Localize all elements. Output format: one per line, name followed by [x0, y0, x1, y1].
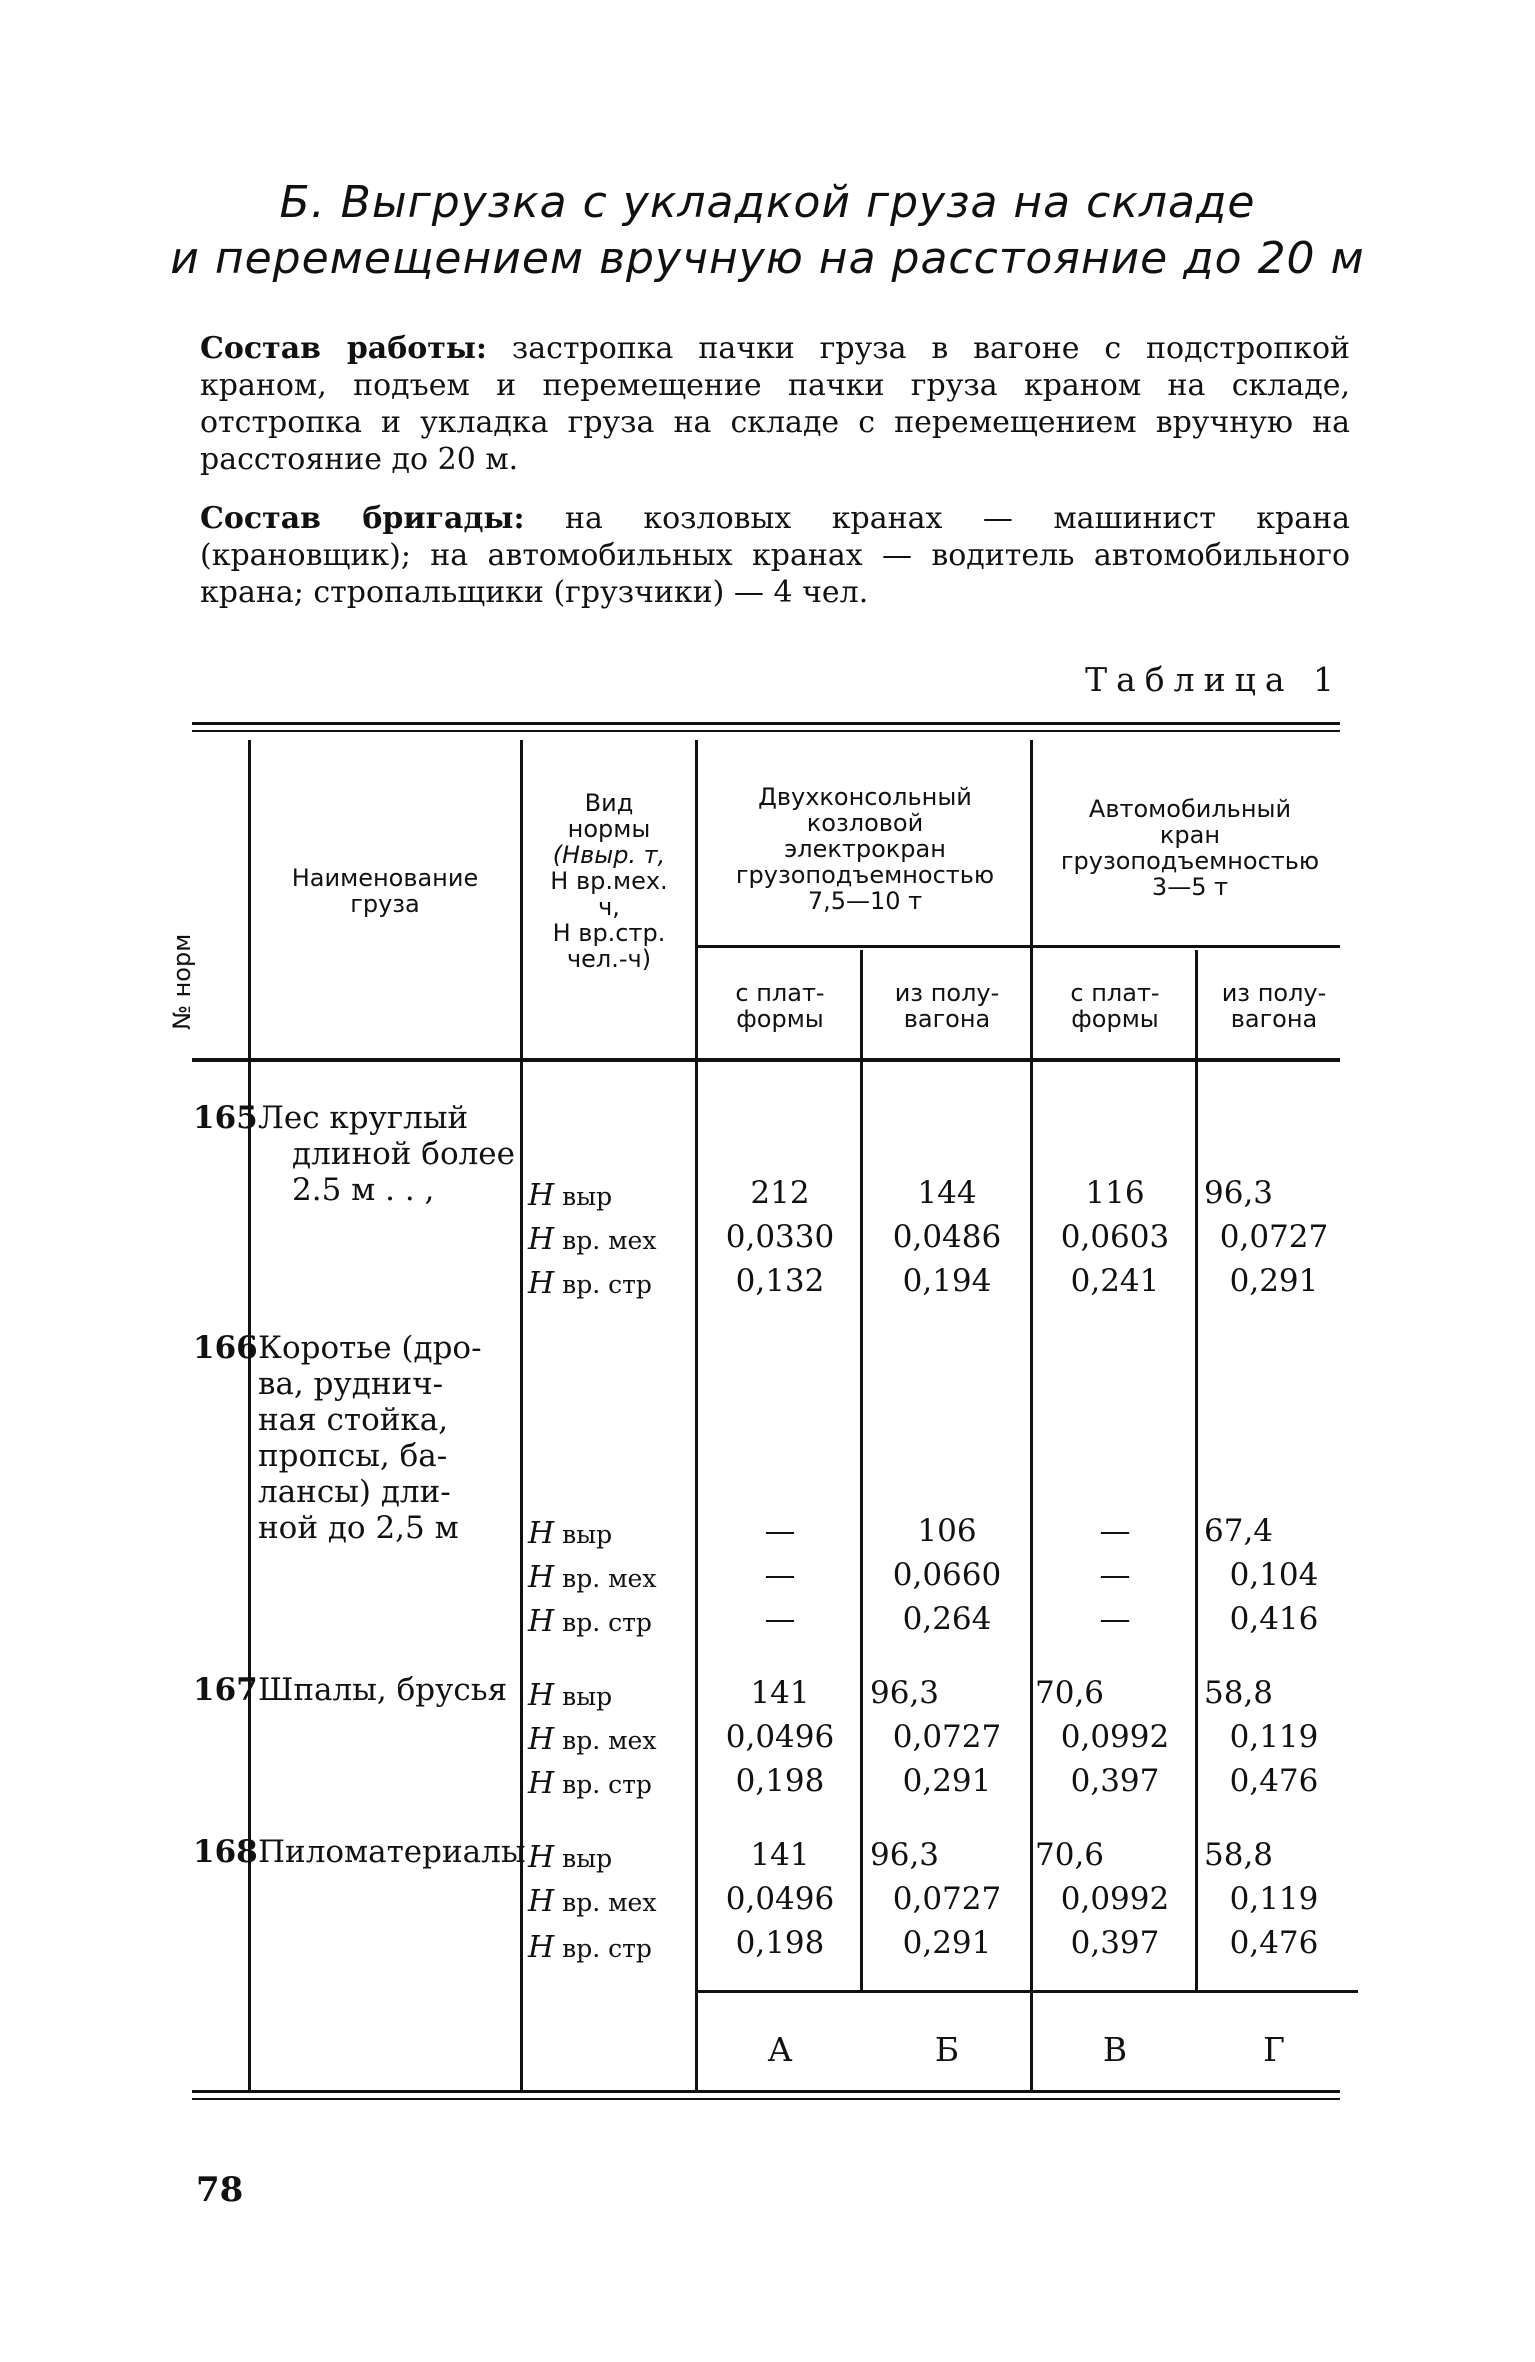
- cargo-name-header-line: груза: [350, 890, 420, 918]
- value-cell: 0,241: [1070, 1263, 1160, 1299]
- value-cell: 0,0496: [725, 1719, 835, 1755]
- value-cell: 0,0486: [892, 1219, 1002, 1255]
- gantry-crane-header-line: козловой: [806, 809, 924, 837]
- norm-kind-output: [528, 1678, 612, 1715]
- truck-crane-header-line: кран: [1159, 821, 1221, 849]
- cargo-name-line: пропсы, ба-: [258, 1438, 448, 1474]
- norm-kind-header-line: Вид: [584, 789, 634, 817]
- col-divider-4: [860, 950, 863, 1990]
- value-cell: 96,3: [1204, 1175, 1274, 1211]
- norm-kind-h: Н: [528, 1560, 555, 1595]
- value-cell: 116: [1085, 1175, 1145, 1211]
- value-cell: 0,0992: [1060, 1719, 1170, 1755]
- value-cell: —: [1099, 1513, 1131, 1549]
- value-cell: 0,416: [1229, 1601, 1319, 1637]
- crew-composition-label: Состав бригады:: [200, 501, 525, 536]
- crew-composition-text: на козловых кранах — машинист крана (крановщик); на автомобильных кранах — водитель автомобильного крана; стропальщики (грузчики) — 4 чел.: [200, 501, 1350, 610]
- norm-kind-output: [528, 1516, 612, 1553]
- cargo-name: [258, 1100, 515, 1208]
- value-cell: 0,198: [735, 1925, 825, 1961]
- value-cell: 212: [750, 1175, 810, 1211]
- page-number: 78: [196, 2170, 244, 2210]
- value-cell: 58,8: [1204, 1675, 1274, 1711]
- value-cell: 0,0727: [1219, 1219, 1329, 1255]
- value-cell: 0,0992: [1060, 1881, 1170, 1917]
- norm-kind-header-line: Н вр.мех.: [550, 867, 668, 895]
- norm-kind-label: выр: [562, 1182, 613, 1211]
- norm-kind-label: вр. стр: [562, 1608, 652, 1637]
- value-cell: 0,119: [1229, 1719, 1319, 1755]
- value-cell: 70,6: [1035, 1837, 1105, 1873]
- norm-kind-mech: [528, 1722, 656, 1759]
- truck-crane-header-line: Автомобильный: [1088, 795, 1292, 823]
- norm-kind-h: Н: [528, 1604, 555, 1639]
- value-cell: 0,291: [902, 1925, 992, 1961]
- norm-kind-mech: [528, 1884, 656, 1921]
- platform-header-line: с плат-: [735, 979, 825, 1007]
- norm-number: 166: [193, 1330, 258, 1366]
- value-cell: 70,6: [1035, 1675, 1105, 1711]
- value-cell: 0,476: [1229, 1925, 1319, 1961]
- norm-kind-h: Н: [528, 1722, 555, 1757]
- value-cell: 0,397: [1070, 1925, 1160, 1961]
- header-bottom-rule: [192, 1058, 1340, 1062]
- value-cell: 0,291: [1229, 1263, 1319, 1299]
- table-top-rule-2: [192, 730, 1340, 732]
- value-cell: 96,3: [870, 1675, 940, 1711]
- value-cell: 0,291: [902, 1763, 992, 1799]
- norm-kind-header-line: нормы: [567, 815, 651, 843]
- value-cell: —: [764, 1513, 796, 1549]
- cargo-name-line: ной до 2,5 м: [258, 1510, 459, 1546]
- value-cell: 0,119: [1229, 1881, 1319, 1917]
- section-title-line-2: и перемещением вручную на расстояние до 20 м: [170, 233, 1365, 284]
- cargo-name-line: Лес круглый: [258, 1100, 469, 1136]
- gondola-header-line: из полу-: [1221, 979, 1327, 1007]
- norm-kind-label: вр. мех: [562, 1564, 657, 1593]
- gantry-crane-header-line: 7,5—10 т: [807, 887, 923, 915]
- truck-crane-header-line: грузоподъемностью: [1060, 847, 1320, 875]
- col-divider-3: [695, 740, 698, 2090]
- value-cell: 141: [750, 1675, 810, 1711]
- platform-header-line: формы: [1071, 1005, 1159, 1033]
- col-divider-1: [248, 740, 251, 2090]
- cargo-name-header: [255, 865, 515, 917]
- norm-kind-label: вр. стр: [562, 1270, 652, 1299]
- gondola-header-line: вагона: [1230, 1005, 1318, 1033]
- gondola-header-line: вагона: [903, 1005, 991, 1033]
- norm-kind-header-line: (Нвыр. т,: [552, 841, 666, 869]
- norm-kind-header-line: Н вр.стр.: [552, 919, 666, 947]
- cargo-name-line: 2.5 м . . ,: [292, 1172, 435, 1208]
- table-top-rule: [192, 722, 1340, 725]
- norm-kind-mech: [528, 1560, 656, 1597]
- cargo-name-line: длиной более: [292, 1136, 515, 1172]
- value-cell: 106: [917, 1513, 977, 1549]
- norm-kind-h: Н: [528, 1678, 555, 1713]
- norm-kind-label: выр: [562, 1844, 613, 1873]
- cargo-name: [258, 1672, 507, 1708]
- subheader-rule: [698, 945, 1340, 948]
- norm-kind-h: Н: [528, 1930, 555, 1965]
- platform-header-line: формы: [736, 1005, 824, 1033]
- norm-kind-h: Н: [528, 1884, 555, 1919]
- cargo-name-line: Коротье (дро-: [258, 1330, 482, 1366]
- truck-crane-header: [1035, 796, 1345, 900]
- norm-kind-h: Н: [528, 1266, 555, 1301]
- norm-kind-label: вр. мех: [562, 1726, 657, 1755]
- letters-rule: [698, 1990, 1358, 1993]
- norm-kind-label: выр: [562, 1682, 613, 1711]
- value-cell: 0,104: [1229, 1557, 1319, 1593]
- value-cell: 58,8: [1204, 1837, 1274, 1873]
- column-letter-b: Б: [934, 2030, 960, 2069]
- cargo-name-line: лансы) дли-: [258, 1474, 451, 1510]
- col-divider-5: [1030, 740, 1033, 2090]
- truck-crane-header-line: 3—5 т: [1151, 873, 1229, 901]
- value-cell: 0,0603: [1060, 1219, 1170, 1255]
- norm-kind-label: вр. стр: [562, 1770, 652, 1799]
- gantry-crane-header-line: Двухконсольный: [758, 783, 972, 811]
- platform-header-line: с плат-: [1070, 979, 1160, 1007]
- norm-number: 165: [193, 1100, 258, 1136]
- value-cell: 0,397: [1070, 1763, 1160, 1799]
- gantry-gondola-header: [864, 980, 1030, 1032]
- cargo-name-line: ва, руднич-: [258, 1366, 444, 1402]
- value-cell: 0,476: [1229, 1763, 1319, 1799]
- section-title: [0, 175, 1535, 287]
- value-cell: 0,0727: [892, 1881, 1002, 1917]
- norm-kind-h: Н: [528, 1222, 555, 1257]
- cargo-name-line: ная стойка,: [258, 1402, 449, 1438]
- column-letter-v: В: [1102, 2030, 1128, 2069]
- table-bottom-rule-2: [192, 2098, 1340, 2100]
- norm-kind-str: [528, 1604, 652, 1641]
- crew-composition: [200, 500, 1350, 611]
- norm-kind-output: [528, 1840, 612, 1877]
- gantry-crane-header-line: грузоподъемностью: [735, 861, 995, 889]
- norm-kind-h: Н: [528, 1840, 555, 1875]
- value-cell: 0,0330: [725, 1219, 835, 1255]
- norm-kind-str: [528, 1266, 652, 1303]
- value-cell: 0,0660: [892, 1557, 1002, 1593]
- gantry-platform-header: [700, 980, 860, 1032]
- col-divider-6: [1195, 950, 1198, 1990]
- cargo-name-line: Пиломатериалы: [258, 1834, 526, 1870]
- value-cell: 0,198: [735, 1763, 825, 1799]
- norm-kind-header-line: ч,: [598, 893, 620, 921]
- value-cell: —: [764, 1601, 796, 1637]
- column-letter-g: Г: [1263, 2030, 1285, 2069]
- value-cell: 0,264: [902, 1601, 992, 1637]
- col-divider-2: [520, 740, 523, 2090]
- value-cell: 141: [750, 1837, 810, 1873]
- norm-kind-label: выр: [562, 1520, 613, 1549]
- cargo-name-line: Шпалы, брусья: [258, 1672, 508, 1708]
- truck-platform-header: [1035, 980, 1195, 1032]
- value-cell: 0,0727: [892, 1719, 1002, 1755]
- value-cell: 96,3: [870, 1837, 940, 1873]
- norm-kind-h: Н: [528, 1766, 555, 1801]
- gondola-header-line: из полу-: [894, 979, 1000, 1007]
- norm-kind-str: [528, 1930, 652, 1967]
- section-title-line-1: Б. Выгрузка с укладкой груза на складе: [279, 177, 1256, 228]
- value-cell: 144: [917, 1175, 977, 1211]
- value-cell: 67,4: [1204, 1513, 1274, 1549]
- table-bottom-rule: [192, 2090, 1340, 2093]
- value-cell: —: [1099, 1601, 1131, 1637]
- work-composition: [200, 330, 1350, 478]
- work-composition-text: застропка пачки груза в вагоне с подстропкой краном, подъем и перемещение пачки груза краном на складе, отстропка и укладка груза на складе с перемещением вручную на расстояние до 20 м.: [200, 331, 1351, 477]
- value-cell: —: [764, 1557, 796, 1593]
- table-caption: Таблица 1: [1085, 660, 1343, 699]
- norm-kind-label: вр. мех: [562, 1226, 657, 1255]
- column-letter-a: А: [767, 2030, 793, 2069]
- norm-kind-label: вр. мех: [562, 1888, 657, 1917]
- gantry-crane-header: [700, 784, 1030, 914]
- norm-kind-h: Н: [528, 1516, 555, 1551]
- value-cell: 0,132: [735, 1263, 825, 1299]
- value-cell: —: [1099, 1557, 1131, 1593]
- work-composition-label: Состав работы:: [200, 331, 487, 366]
- norm-kind-label: вр. стр: [562, 1934, 652, 1963]
- cargo-name-header-line: Наименование: [291, 864, 479, 892]
- norm-kind-header-line: чел.-ч): [566, 945, 652, 973]
- norm-number: 167: [193, 1672, 258, 1708]
- norm-kind-mech: [528, 1222, 656, 1259]
- gantry-crane-header-line: электрокран: [784, 835, 946, 863]
- norm-kind-output: [528, 1178, 612, 1215]
- cargo-name: [258, 1834, 526, 1870]
- norm-number: 168: [193, 1834, 258, 1870]
- norm-kind-str: [528, 1766, 652, 1803]
- cargo-name: [258, 1330, 482, 1546]
- norm-number-header: № норм: [168, 933, 196, 1030]
- value-cell: 0,0496: [725, 1881, 835, 1917]
- norm-kind-header: [524, 790, 694, 972]
- norm-kind-h: Н: [528, 1178, 555, 1213]
- truck-gondola-header: [1199, 980, 1349, 1032]
- value-cell: 0,194: [902, 1263, 992, 1299]
